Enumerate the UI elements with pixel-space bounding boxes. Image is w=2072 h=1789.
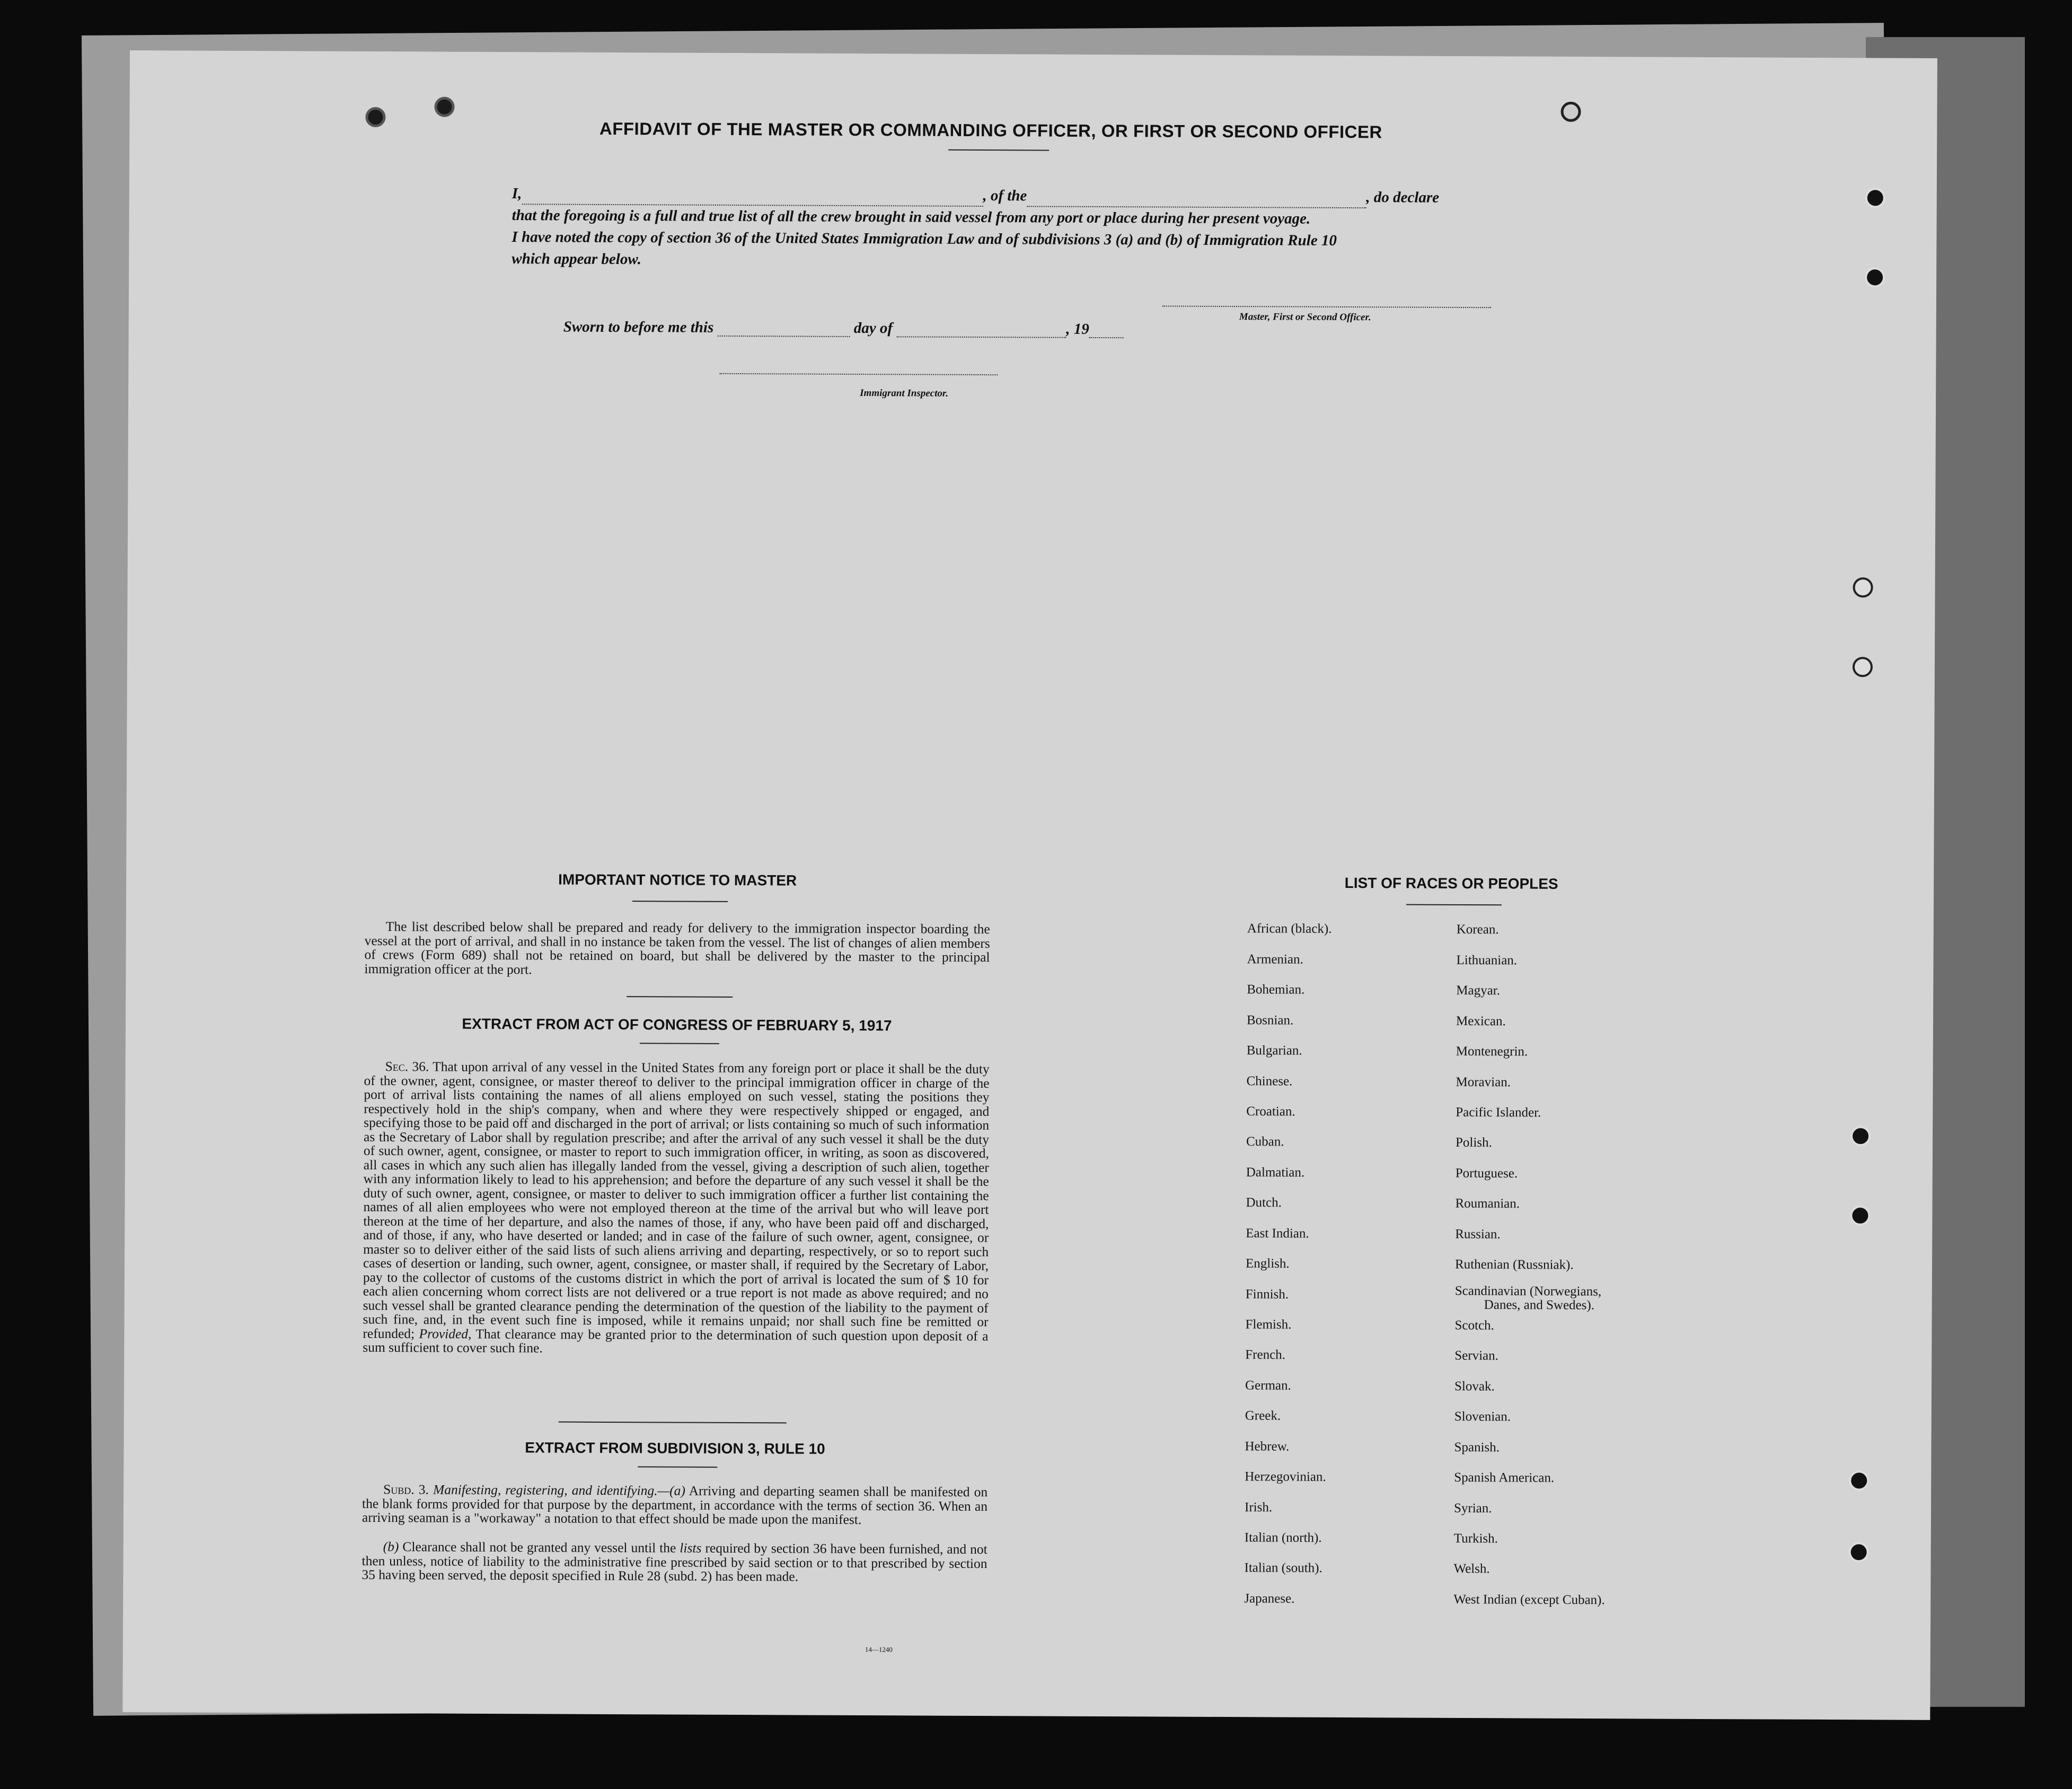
- race-item: Dutch.: [1246, 1195, 1282, 1210]
- affidavit-line-3: I have noted the copy of section 36 of the United States Immigration Law and of subdivisions 3 (a) and (b) of Immigration Rule 10: [512, 228, 1337, 249]
- binder-hole: [1850, 1126, 1871, 1146]
- subdivision-a-text: [362, 1483, 987, 1528]
- races-title: LIST OF RACES OR PEOPLES: [1344, 875, 1558, 892]
- punch-hole: [1560, 102, 1581, 122]
- subd-text-b1: Clearance shall not be granted any vessel until the: [402, 1539, 676, 1556]
- race-item: Korean.: [1456, 922, 1499, 937]
- binder-hole: [1849, 1542, 1869, 1562]
- document-page: [122, 50, 1937, 1720]
- divider: [638, 1466, 717, 1468]
- race-item: Flemish.: [1245, 1317, 1292, 1332]
- affidavit-declare: , do declare: [1366, 189, 1440, 206]
- race-item: Russian.: [1455, 1227, 1501, 1242]
- race-item: Lithuanian.: [1456, 953, 1518, 968]
- race-item: Greek.: [1245, 1408, 1281, 1423]
- extract-rule-title: EXTRACT FROM SUBDIVISION 3, RULE 10: [525, 1439, 825, 1457]
- inspector-line[interactable]: [719, 373, 998, 375]
- name-blank[interactable]: [522, 189, 983, 207]
- sec-text: That upon arrival of any vessel in the United States from any foreign port or place it shall be the duty of the owner, agent, consignee, or master thereof to deliver to the principal immigration officer in charge of the port of arrival lists containing the names of all aliens employed on such vessel, stating the positions they respectively hold in the ship's company, when and where they were respectively shipped or engaged, and specifying those to be paid off and discharged in the port of arrival; or lists containing so much of such information as the Secretary of Labor shall by regulation prescribe; and after the arrival of any such vessel it shall be the duty of such owner, agent, consignee, or master to report to such immigration officer, in writing, as soon as discovered, all cases in which any such alien has illegally landed from the vessel, giving a description of such alien, together with any information likely to lead to his apprehension; and before the departure of any such vessel it shall be the duty of such owner, agent, consignee, or master to deliver to such immigration officer a further list containing the names of all alien employees who were not employed thereon at the time of the arrival but who will leave port thereon at the time of her departure, and also the names of those, if any, who have been paid off and discharged, and of those, if any, who have deserted or landed; and in case of the failure of such owner, agent, consignee, or master so to deliver either of the said lists of such aliens arriving and departing, respectively, or so to report such cases of desertion or landing, such owner, agent, consignee, or master shall, if required by the Secretary of Labor, pay to the collector of customs of the customs district in which the port of arrival is located the sum of $ 10 for each alien concerning whom correct lists are not delivered or a true report is not made as above required; and no such vessel shall be granted clearance pending the determination of the question of the liability to the payment of such fine, and, in the event such fine is imposed, while it remains unpaid; nor shall such fine be remitted or refunded;: [363, 1059, 990, 1341]
- race-item-continuation: Danes, and Swedes).: [1484, 1298, 1595, 1313]
- race-item: Ruthenian (Russniak).: [1454, 1257, 1574, 1272]
- subd-text-a: Arriving and departing seamen shall be manifested on the blank forms provided for that purpose by the department, in accordance with the terms of section 36. When an arriving seaman is a "workaway" a notation to that effect should be made upon the manifest.: [362, 1483, 988, 1528]
- sworn-month-blank[interactable]: [896, 321, 1066, 338]
- race-item: Montenegrin.: [1456, 1044, 1528, 1059]
- b-label: (b): [383, 1539, 399, 1555]
- subdivision-b-text: [362, 1540, 987, 1585]
- affidavit-of-the: , of the: [983, 187, 1027, 205]
- race-item: East Indian.: [1246, 1226, 1309, 1241]
- binder-hole: [1853, 657, 1873, 677]
- binder-hole: [1849, 1470, 1869, 1491]
- race-item: Servian.: [1454, 1348, 1498, 1363]
- race-item: Italian (south).: [1244, 1561, 1322, 1575]
- binder-hole: [1865, 267, 1885, 287]
- affidavit-i: I,: [512, 185, 522, 202]
- sworn-line: [563, 319, 1124, 339]
- divider: [559, 1422, 787, 1424]
- provided-label: Provided,: [419, 1325, 472, 1342]
- affidavit-line-4: which appear below.: [512, 250, 641, 268]
- form-number: 14—1240: [865, 1645, 893, 1654]
- race-item: Spanish American.: [1454, 1470, 1555, 1485]
- subd-heading: Manifesting, registering, and identifying.—(a): [433, 1482, 685, 1499]
- race-item: Herzegovinian.: [1245, 1469, 1326, 1484]
- race-item: African (black).: [1247, 921, 1332, 936]
- race-item: Portuguese.: [1455, 1166, 1518, 1181]
- race-item: Roumanian.: [1455, 1196, 1520, 1211]
- race-item: Armenian.: [1247, 952, 1303, 967]
- sworn-prefix: Sworn to before me this: [563, 318, 714, 336]
- race-item: English.: [1245, 1256, 1290, 1271]
- race-item: Scandinavian (Norwegians,: [1454, 1283, 1602, 1299]
- notice-text: The list described below shall be prepared and ready for delivery to the immigration inspector boarding the vessel at the port of arrival, and shall in no instance be taken from the vessel. The list of changes of alien members of crews (Form 689) shall not be retained on board, but shall be delivered by the master to the principal immigration officer at the port.: [364, 919, 990, 977]
- affidavit-line-2: that the foregoing is a full and true list of all the crew brought in said vessel from any port or place during her present voyage.: [512, 207, 1311, 227]
- vessel-blank[interactable]: [1027, 191, 1366, 208]
- signature-line[interactable]: [1162, 306, 1491, 309]
- subd-text-b-lists: lists: [680, 1540, 702, 1556]
- race-item: Bohemian.: [1247, 982, 1305, 997]
- sworn-day-blank[interactable]: [717, 321, 850, 337]
- extract-act-title: EXTRACT FROM ACT OF CONGRESS OF FEBRUARY 5, 1917: [462, 1015, 892, 1034]
- race-item: Moravian.: [1456, 1074, 1511, 1090]
- affidavit-title: AFFIDAVIT OF THE MASTER OR COMMANDING OFFICER, OR FIRST OR SECOND OFFICER: [599, 118, 1382, 142]
- divider: [948, 149, 1049, 151]
- race-item: Bulgarian.: [1246, 1043, 1302, 1058]
- race-item: Bosnian.: [1246, 1013, 1294, 1028]
- divider: [627, 996, 733, 998]
- race-item: Finnish.: [1245, 1287, 1289, 1302]
- punch-hole: [365, 107, 385, 127]
- sworn-year: , 19: [1066, 320, 1089, 338]
- race-item: Irish.: [1244, 1500, 1273, 1515]
- race-item: Cuban.: [1246, 1134, 1284, 1149]
- race-item: Chinese.: [1246, 1074, 1293, 1089]
- race-item: West Indian (except Cuban).: [1453, 1592, 1605, 1608]
- affidavit-text: [512, 183, 1519, 274]
- sec-label: Sec. 36.: [385, 1059, 429, 1074]
- race-item: Slovak.: [1454, 1379, 1495, 1394]
- section-36-text: [363, 1060, 989, 1358]
- race-item: Spanish.: [1454, 1440, 1500, 1455]
- binder-hole: [1865, 188, 1885, 208]
- divider: [640, 1043, 719, 1044]
- race-item: Syrian.: [1453, 1501, 1492, 1516]
- binder-hole: [1853, 577, 1873, 597]
- divider: [632, 901, 728, 902]
- race-item: Japanese.: [1244, 1591, 1295, 1606]
- race-item: Magyar.: [1456, 983, 1500, 998]
- race-item: Slovenian.: [1454, 1409, 1511, 1424]
- race-item: Scotch.: [1454, 1318, 1494, 1333]
- race-item: Welsh.: [1453, 1561, 1490, 1576]
- race-item: Polish.: [1455, 1135, 1492, 1150]
- punch-hole: [434, 97, 454, 117]
- race-item: German.: [1245, 1378, 1291, 1393]
- race-item: Turkish.: [1453, 1531, 1498, 1546]
- binder-hole: [1850, 1205, 1870, 1226]
- race-item: Mexican.: [1456, 1014, 1506, 1029]
- race-item: Pacific Islander.: [1456, 1105, 1541, 1120]
- sec-text-end: That clearance may be granted prior to the determination of such question upon deposit of a sum sufficient to cover such fine.: [363, 1326, 989, 1356]
- subd-text-b2: required by section 36 have been furnished, and not then unless, notice of liability to the administrative fine prescribed by said section or to that prescribed by section 35 having been served, the deposit specified in Rule 28 (subd. 2) has been made.: [362, 1540, 987, 1584]
- signature-caption: Master, First or Second Officer.: [1239, 311, 1371, 323]
- notice-title: IMPORTANT NOTICE TO MASTER: [558, 871, 797, 889]
- race-item: Dalmatian.: [1246, 1165, 1305, 1180]
- race-item: French.: [1245, 1347, 1286, 1362]
- race-item: Italian (north).: [1244, 1530, 1322, 1545]
- subd-label: Subd. 3.: [383, 1482, 429, 1497]
- inspector-caption: Immigrant Inspector.: [860, 387, 949, 399]
- sworn-year-blank[interactable]: [1089, 322, 1124, 338]
- divider: [1406, 904, 1502, 906]
- sworn-day-of: day of: [853, 319, 893, 337]
- race-item: Hebrew.: [1245, 1439, 1290, 1454]
- race-item: Croatian.: [1246, 1104, 1295, 1119]
